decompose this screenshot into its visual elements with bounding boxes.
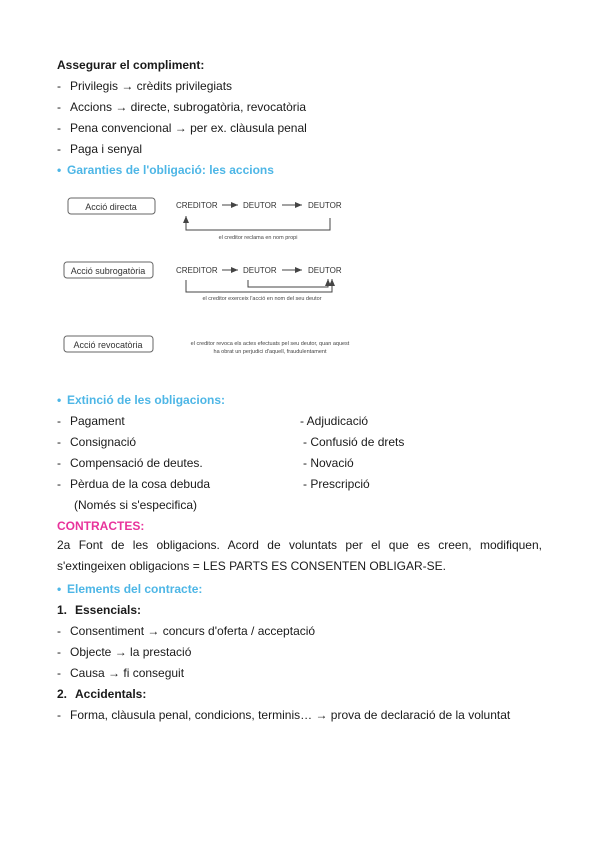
creditor-label: CREDITOR <box>176 266 218 275</box>
list-item: - Paga i senyal <box>57 142 143 156</box>
list-item: - Consignació <box>57 435 137 449</box>
deutor-label: DEUTOR <box>243 201 277 210</box>
heading-elements: • Elements del contracte: <box>57 582 203 596</box>
contractes-paragraph <box>57 535 542 577</box>
paragraph-line: 2a Font de les obligacions. Acord de voluntats per el que es creen, modifiquen, <box>57 538 542 552</box>
list-item: - Pèrdua de la cosa debuda <box>57 477 211 491</box>
list-item: - Consentiment → concurs d'oferta / acceptació <box>57 624 316 638</box>
revocatoria-note-1: el creditor revoca els actes efectuats pel seu deutor, quan aquest <box>190 341 350 347</box>
deutor-label: DEUTOR <box>308 201 342 210</box>
subrogatoria-bracket-inner <box>248 280 328 287</box>
paragraph-line: s'extingeixen obligacions = LES PARTS ES CONSENTEN OBLIGAR-SE. <box>57 559 447 573</box>
accio-revocatoria-label: Acció revocatòria <box>73 340 143 350</box>
list-item: - Objecte → la prestació <box>57 645 192 659</box>
list-item: - Accions → directe, subrogatòria, revocatòria <box>57 100 307 114</box>
list-item: - Confusió de drets <box>303 435 405 449</box>
list-item: - Forma, clàusula penal, condicions, terminis… → prova de declaració de la voluntat <box>57 708 511 722</box>
heading-extincio: • Extinció de les obligacions: <box>57 393 226 407</box>
list-item: - Adjudicació <box>300 414 369 428</box>
accions-diagram <box>0 0 599 400</box>
deutor-label: DEUTOR <box>308 266 342 275</box>
subrogatoria-bracket-outer <box>186 280 332 292</box>
subrogatoria-note: el creditor exerceix l'acció en nom del seu deutor <box>202 296 322 302</box>
list-item: - Causa → fi conseguit <box>57 666 185 680</box>
accio-subrogatoria-label: Acció subrogatòria <box>70 266 146 276</box>
deutor-label: DEUTOR <box>243 266 277 275</box>
reclama-bracket <box>186 218 330 230</box>
list-item: - Prescripció <box>303 477 370 491</box>
heading-contractes: CONTRACTES: <box>57 519 145 533</box>
heading-accidentals: 2. Accidentals: <box>57 687 147 701</box>
heading-compliment: Assegurar el compliment: <box>57 58 205 72</box>
list-item: - Novació <box>303 456 354 470</box>
list-item: - Compensació de deutes. <box>57 456 203 470</box>
accio-directa-label: Acció directa <box>85 202 137 212</box>
list-item: - Pagament <box>57 414 125 428</box>
directa-note: el creditor reclama en nom propi <box>218 235 298 241</box>
extincio-note: (Només si s'especifica) <box>74 498 197 512</box>
heading-garanties: • Garanties de l'obligació: les accions <box>57 163 274 177</box>
list-item: - Privilegis → crèdits privilegiats <box>57 79 233 93</box>
heading-essencials: 1. Essencials: <box>57 603 142 617</box>
creditor-label: CREDITOR <box>176 201 218 210</box>
list-item: - Pena convencional → per ex. clàusula penal <box>57 121 307 135</box>
revocatoria-note-2: ha obrat un perjudici d'aquell, fraudulentament <box>213 349 327 355</box>
